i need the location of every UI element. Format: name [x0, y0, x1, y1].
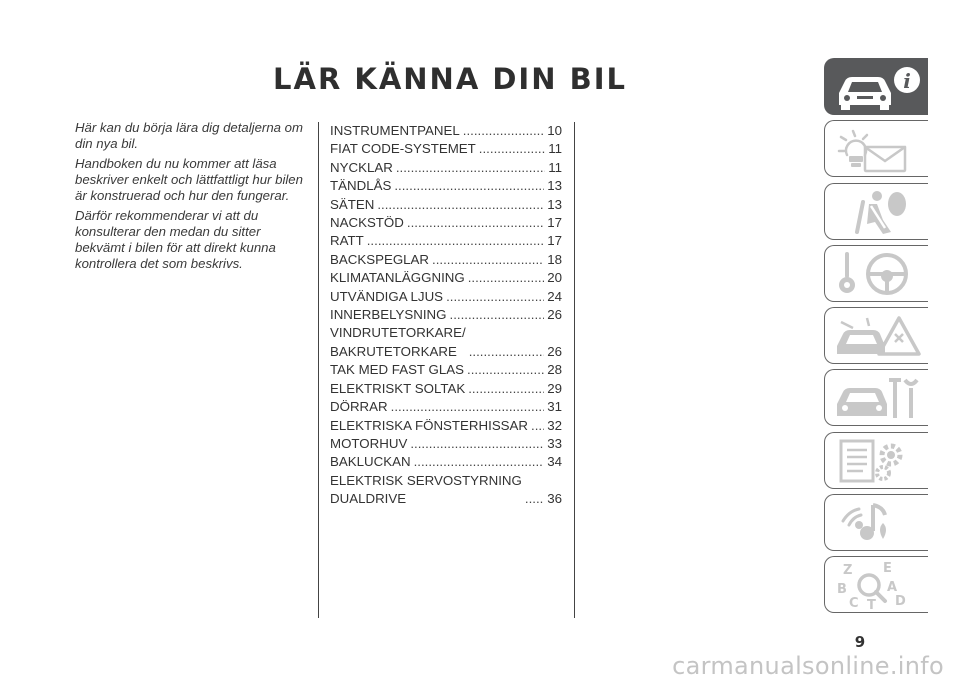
toc-leader-dots	[468, 380, 544, 398]
toc-entry[interactable]	[330, 159, 562, 177]
tab-technical-data[interactable]	[824, 432, 928, 489]
index-icon	[833, 561, 921, 609]
toc-entry[interactable]	[330, 324, 562, 361]
column-divider-left	[318, 122, 319, 618]
toc-entry-page: 26	[547, 307, 562, 323]
toc-entry[interactable]	[330, 453, 562, 471]
safety-airbag-icon	[833, 188, 921, 236]
tab-warning-lights[interactable]	[824, 120, 928, 177]
toc-entry[interactable]	[330, 288, 562, 306]
column-divider-right	[574, 122, 575, 618]
table-of-contents	[330, 122, 562, 509]
toc-entry[interactable]	[330, 398, 562, 416]
watermark: carmanualsonline.info	[672, 652, 944, 680]
toc-entry-page: 13	[547, 196, 562, 212]
toc-entry-title: INNERBELYSNING	[330, 307, 447, 323]
tab-safety[interactable]	[824, 183, 928, 240]
svg-text:Z: Z	[843, 563, 853, 579]
toc-entry[interactable]	[330, 140, 562, 158]
toc-entry-title: INSTRUMENTPANEL	[330, 123, 460, 138]
toc-entry-page: 11	[548, 141, 562, 157]
toc-entry-page: 13	[547, 178, 562, 194]
page-number: 9	[854, 633, 866, 651]
toc-entry-page: 28	[547, 362, 562, 378]
toc-entry-title: TAK MED FAST GLAS	[330, 362, 464, 378]
toc-entry-title: DÖRRAR	[330, 399, 388, 415]
intro-text	[75, 120, 307, 276]
svg-text:C: C	[849, 596, 859, 610]
toc-entry[interactable]	[330, 380, 562, 398]
technical-data-icon	[833, 437, 921, 485]
toc-leader-dots	[469, 343, 545, 361]
multimedia-icon	[833, 499, 921, 547]
toc-entry-page: 10	[547, 123, 562, 138]
toc-leader-dots	[467, 361, 544, 379]
toc-entry-title: NACKSTÖD	[330, 215, 404, 231]
tab-index[interactable]	[824, 556, 928, 613]
toc-entry[interactable]	[330, 196, 562, 214]
svg-text:B: B	[837, 582, 847, 598]
svg-text:A: A	[887, 580, 898, 596]
toc-entry-page: 29	[547, 380, 562, 396]
toc-leader-dots	[407, 214, 544, 232]
toc-entry-title: ELEKTRISK SERVOSTYRNING DUALDRIVE	[330, 472, 522, 507]
toc-leader-dots	[391, 398, 545, 416]
toc-entry-title: BAKLUCKAN	[330, 454, 411, 470]
svg-text:T: T	[867, 598, 876, 610]
tab-driving[interactable]	[824, 245, 928, 302]
toc-entry-title: KLIMATANLÄGGNING	[330, 270, 465, 286]
toc-entry-page: 17	[547, 233, 562, 249]
maintenance-icon	[833, 374, 921, 422]
toc-entry-page: 20	[547, 270, 562, 286]
toc-leader-dots	[394, 177, 544, 195]
toc-entry-page: 26	[547, 343, 562, 359]
toc-entry-page: 18	[547, 251, 562, 267]
intro-paragraph: Handboken du nu kommer att läsa beskriver enkelt och lättfattligt hur bilen är konstruerad och hur den fungerar.	[75, 156, 303, 203]
toc-leader-dots	[446, 288, 544, 306]
warning-lights-icon	[833, 125, 921, 173]
toc-entry[interactable]	[330, 417, 562, 435]
toc-entry-title: ELEKTRISKT SOLTAK	[330, 380, 466, 396]
intro-paragraph: Därför rekommenderar vi att du konsulterar den medan du sitter bekvämt i bilen för att direkt kunna kontrollera det som beskrivs.	[75, 208, 276, 271]
toc-entry-page: 24	[547, 288, 562, 304]
toc-leader-dots	[531, 417, 544, 435]
toc-entry-title: MOTORHUV	[330, 435, 408, 451]
toc-entry-title: FIAT CODE-SYSTEMET	[330, 141, 476, 157]
toc-entry-page: 33	[547, 435, 562, 451]
toc-leader-dots	[525, 490, 544, 508]
svg-text:E: E	[883, 561, 892, 577]
svg-text:D: D	[895, 594, 906, 610]
car-info-icon	[833, 63, 921, 111]
tab-multimedia[interactable]	[824, 494, 928, 551]
toc-entry-title: UTVÄNDIGA LJUS	[330, 288, 444, 304]
toc-entry[interactable]	[330, 214, 562, 232]
toc-entry-title: RATT	[330, 233, 364, 249]
toc-leader-dots	[396, 159, 545, 177]
driving-steering-icon	[833, 250, 921, 298]
tab-maintenance[interactable]	[824, 369, 928, 426]
toc-leader-dots	[479, 140, 545, 158]
toc-entry[interactable]	[330, 177, 562, 195]
toc-entry[interactable]	[330, 269, 562, 287]
emergency-icon	[833, 312, 921, 360]
toc-leader-dots	[468, 269, 544, 287]
tab-car-info[interactable]	[824, 58, 928, 115]
toc-entry-title: NYCKLAR	[330, 159, 393, 175]
page-title: LÄR KÄNNA DIN BIL	[273, 62, 627, 96]
toc-leader-dots	[377, 196, 544, 214]
toc-entry-title: ELEKTRISKA FÖNSTERHISSAR	[330, 417, 529, 433]
chapter-tabs	[824, 58, 928, 619]
toc-entry-title: VINDRUTETORKARE/ BAKRUTETORKARE	[330, 325, 466, 359]
toc-leader-dots	[463, 122, 544, 140]
toc-entry[interactable]	[330, 435, 562, 453]
toc-entry[interactable]	[330, 122, 562, 140]
toc-entry[interactable]	[330, 306, 562, 324]
toc-entry-title: SÄTEN	[330, 196, 375, 212]
intro-paragraph: Här kan du börja lära dig detaljerna om din nya bil.	[75, 120, 303, 151]
toc-entry[interactable]	[330, 251, 562, 269]
tab-emergency[interactable]	[824, 307, 928, 364]
toc-entry-page: 17	[547, 215, 562, 231]
toc-entry-title: TÄNDLÅS	[330, 178, 392, 194]
toc-leader-dots	[410, 435, 544, 453]
toc-entry[interactable]	[330, 232, 562, 250]
toc-entry[interactable]	[330, 361, 562, 379]
toc-leader-dots	[432, 251, 544, 269]
toc-entry-page: 36	[547, 491, 562, 507]
toc-entry-page: 11	[548, 159, 562, 175]
toc-entry-page: 31	[547, 399, 562, 415]
toc-entry[interactable]	[330, 472, 562, 509]
toc-leader-dots	[367, 232, 544, 250]
toc-leader-dots	[414, 453, 545, 471]
toc-entry-title: BACKSPEGLAR	[330, 251, 430, 267]
toc-entry-page: 34	[547, 454, 562, 470]
toc-leader-dots	[450, 306, 545, 324]
svg-text:i: i	[903, 69, 911, 93]
toc-entry-page: 32	[547, 417, 562, 433]
